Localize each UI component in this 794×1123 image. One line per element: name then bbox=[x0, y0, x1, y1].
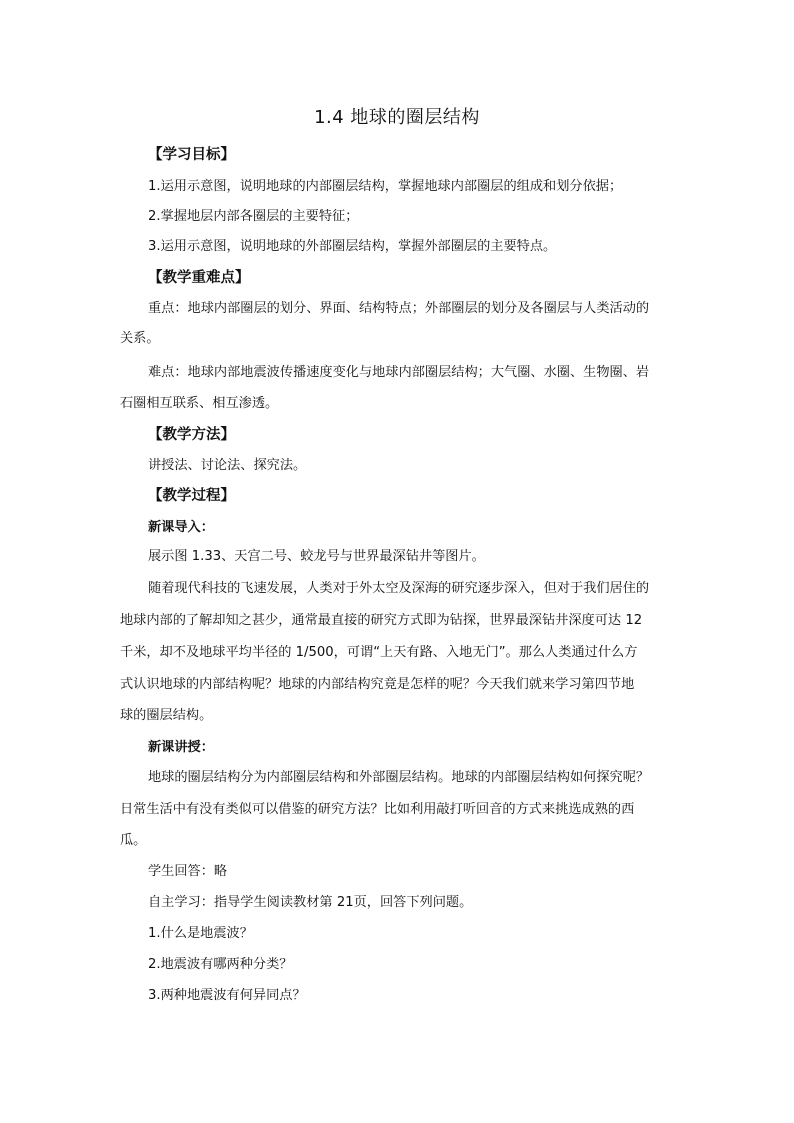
goal-item-3: 3.运用示意图，说明地球的外部圈层结构，掌握外部圈层的主要特点。 bbox=[148, 239, 557, 254]
difficulty-line-2: 石圈相互联系、相互渗透。 bbox=[120, 396, 279, 411]
intro-heading: 新课导入： bbox=[148, 520, 214, 535]
goal-item-2: 2.掌握地层内部各圈层的主要特征； bbox=[148, 209, 359, 224]
goal-item-1: 1.运用示意图，说明地球的内部圈层结构，掌握地球内部圈层的组成和划分依据； bbox=[148, 179, 623, 194]
section-heading-goals: 【学习目标】 bbox=[148, 147, 235, 163]
intro-line-4: 千米，却不及地球平均半径的 1/500，可谓“上天有路、入地无门”。那么人类通过什么方 bbox=[120, 645, 638, 660]
intro-line-1: 展示图 1.33、天宫二号、蛟龙号与世界最深钻井等图片。 bbox=[148, 549, 485, 564]
lecture-line-2: 日常生活中有没有类似可以借鉴的研究方法？比如利用敲打听回音的方式来挑选成熟的西 bbox=[120, 802, 635, 817]
self-study-instruction: 自主学习：指导学生阅读教材第 21页，回答下列问题。 bbox=[148, 895, 473, 910]
difficulty-line-1: 难点：地球内部地震波传播速度变化与地球内部圈层结构；大气圈、水圈、生物圈、岩 bbox=[148, 365, 650, 380]
lecture-line-3: 瓜。 bbox=[120, 833, 147, 848]
intro-line-5: 式认识地球的内部结构呢？地球的内部结构究竟是怎样的呢？今天我们就来学习第四节地 bbox=[120, 677, 635, 692]
student-answer: 学生回答：略 bbox=[148, 864, 228, 879]
section-heading-keypoints: 【教学重难点】 bbox=[148, 270, 250, 286]
methods-text: 讲授法、讨论法、探究法。 bbox=[148, 458, 307, 473]
section-heading-methods: 【教学方法】 bbox=[148, 427, 235, 443]
keypoint-line-1: 重点：地球内部圈层的划分、界面、结构特点；外部圈层的划分及各圈层与人类活动的 bbox=[148, 301, 650, 316]
question-item-3: 3.两种地震波有何异同点？ bbox=[148, 988, 306, 1003]
lecture-heading: 新课讲授： bbox=[148, 740, 214, 755]
question-item-1: 1.什么是地震波？ bbox=[148, 926, 253, 941]
intro-line-2: 随着现代科技的飞速发展，人类对于外太空及深海的研究逐步深入，但对于我们居住的 bbox=[148, 581, 650, 596]
intro-line-3: 地球内部的了解却知之甚少，通常最直接的研究方式即为钻探，世界最深钻井深度可达 12 bbox=[120, 613, 643, 628]
intro-line-6: 球的圈层结构。 bbox=[120, 708, 213, 723]
lecture-line-1: 地球的圈层结构分为内部圈层结构和外部圈层结构。地球的内部圈层结构如何探究呢？ bbox=[148, 770, 650, 785]
question-item-2: 2.地震波有哪两种分类？ bbox=[148, 957, 293, 972]
keypoint-line-2: 关系。 bbox=[120, 331, 160, 346]
page-title: 1.4 地球的圈层结构 bbox=[314, 107, 480, 128]
section-heading-process: 【教学过程】 bbox=[148, 488, 235, 504]
